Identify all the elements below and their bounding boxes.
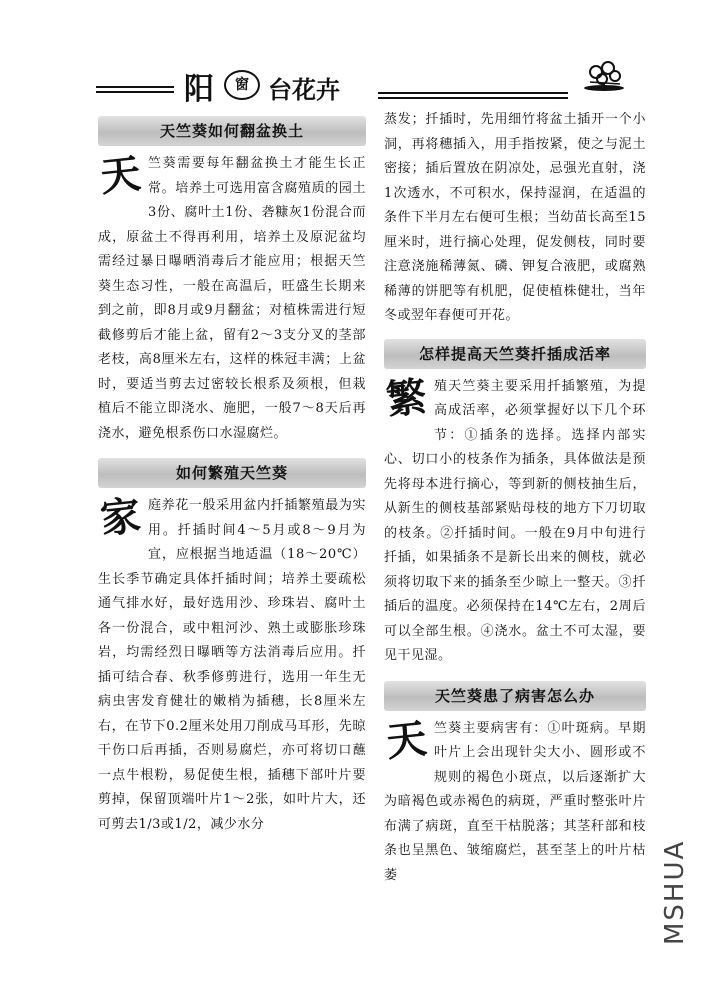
dropcap: 家 [98, 493, 144, 544]
header-rule [378, 92, 568, 94]
article-paragraph [384, 375, 646, 669]
paragraph-text: 庭养花一般采用盆内扦插繁殖最为实用。扦插时间4～5月或8～9月为宜，应根据当地适温（18～20℃）生长季节确定具体扦插时间；培养土要疏松通气排水好，最好选用沙、珍珠岩、腐叶土各一份混合，或中粗河沙、熟土或膨胀珍珠岩，均需经烈日曝晒等方法消毒后应用。扦插可结合春、秋季修剪进行，选用一年生无病虫害发育健壮的嫩梢为插穗，长8厘米左右，在节下0.2厘米处用刀削成马耳形，先晾干伤口后再插，否则易腐烂，亦可将切口蘸一点牛根粉，易促使生根，插穗下部叶片要剪掉，保留顶端叶片1～2张，如叶片大，还可剪去1/3或1/2，减少水分 [98, 498, 366, 832]
left-column [98, 112, 366, 837]
article-paragraph [98, 152, 366, 446]
section-heading: 天竺葵患了病害怎么办 [384, 681, 646, 711]
dropcap: 天 [98, 151, 144, 202]
paragraph-text: 竺葵需要每年翻盆换土才能生长正常。培养土可选用富含腐殖质的园土3份、腐叶土1份、砻糠灰1份混合而成，原盆土不得再利用，培养土及原泥盆均需经过暴日曝晒消毒后才能应用；根据天竺葵生态习性，一般在高温后，旺盛生长期来到之前，即8月或9月翻盆；对植株需进行短截修剪后才能上盆，留有2～3支分叉的茎部老枝，高8厘米左右，这样的株冠丰满；上盆时，要适当剪去过密较长根系及须根，但栽植后不能立即浇水、施肥，一般7～8天后再浇水，避免根系伤口水湿腐烂。 [98, 156, 366, 441]
header-rule [96, 86, 174, 88]
article-paragraph-continued [384, 108, 646, 329]
flower-ornament-icon [582, 58, 626, 92]
paragraph-text: 竺葵主要病害有：①叶斑病。早期叶片上会出现针尖大小、圆形或不规则的褐色小斑点，以后逐渐扩大为暗褐色或赤褐色的病斑，严重时整张叶片布满了病斑，直至干枯脱落；其茎秆部和枝条也呈黑色、皱缩腐烂，甚至茎上的叶片枯萎 [384, 720, 646, 883]
section-heading: 如何繁殖天竺葵 [98, 458, 366, 488]
header-rule [96, 91, 174, 93]
section-heading: 天竺葵如何翻盆换土 [98, 116, 366, 146]
watermark: MSHUA [660, 840, 690, 946]
paragraph-text: 殖天竺葵主要采用扦插繁殖，为提高成活率，必须掌握好以下几个环节：①插条的选择。选择内部实心、切口小的枝条作为插条，具体做法是预先将母本进行摘心，等到新的侧枝抽生后，从新生的侧枝基部紧贴母枝的地方下刀切取的枝条。②扦插时间。一般在9月中旬进行扦插，如果插条不是新长出来的侧枝，就必须将切取下来的插条至少晾上一整天。③扦插后的温度。必须保持在14℃左右，2周后可以全部生根。④浇水。盆土不可太湿，要见干见湿。 [384, 378, 646, 663]
right-column [384, 108, 646, 888]
section-title-rest: 台花卉 [268, 76, 340, 104]
dropcap: 繁 [384, 373, 430, 424]
paragraph-text: 蒸发；扦插时，先用细竹将盆土插开一个小洞，再将穗插入，用手指按紧，使之与泥土密接；插后置放在阴凉处，忌强光直射，浇1次透水，不可积水，保持湿润，在适温的条件下半月左右便可生根；当幼苗长高至15厘米时，进行摘心处理，促发侧枝，同时要注意浇施稀薄氮、磷、钾复合液肥，或腐熟稀薄的饼肥等有机肥，促使植株健壮，当年冬或翌年春便可开花。 [384, 112, 646, 323]
article-paragraph [98, 494, 366, 837]
page-header [96, 62, 621, 108]
dropcap: 天 [384, 715, 430, 766]
section-heading: 怎样提高天竺葵扦插成活率 [384, 339, 646, 369]
header-rule [378, 97, 568, 99]
section-title-main: 阳 [184, 72, 215, 107]
article-paragraph [384, 717, 646, 889]
title-seal: 窗 [224, 70, 260, 100]
